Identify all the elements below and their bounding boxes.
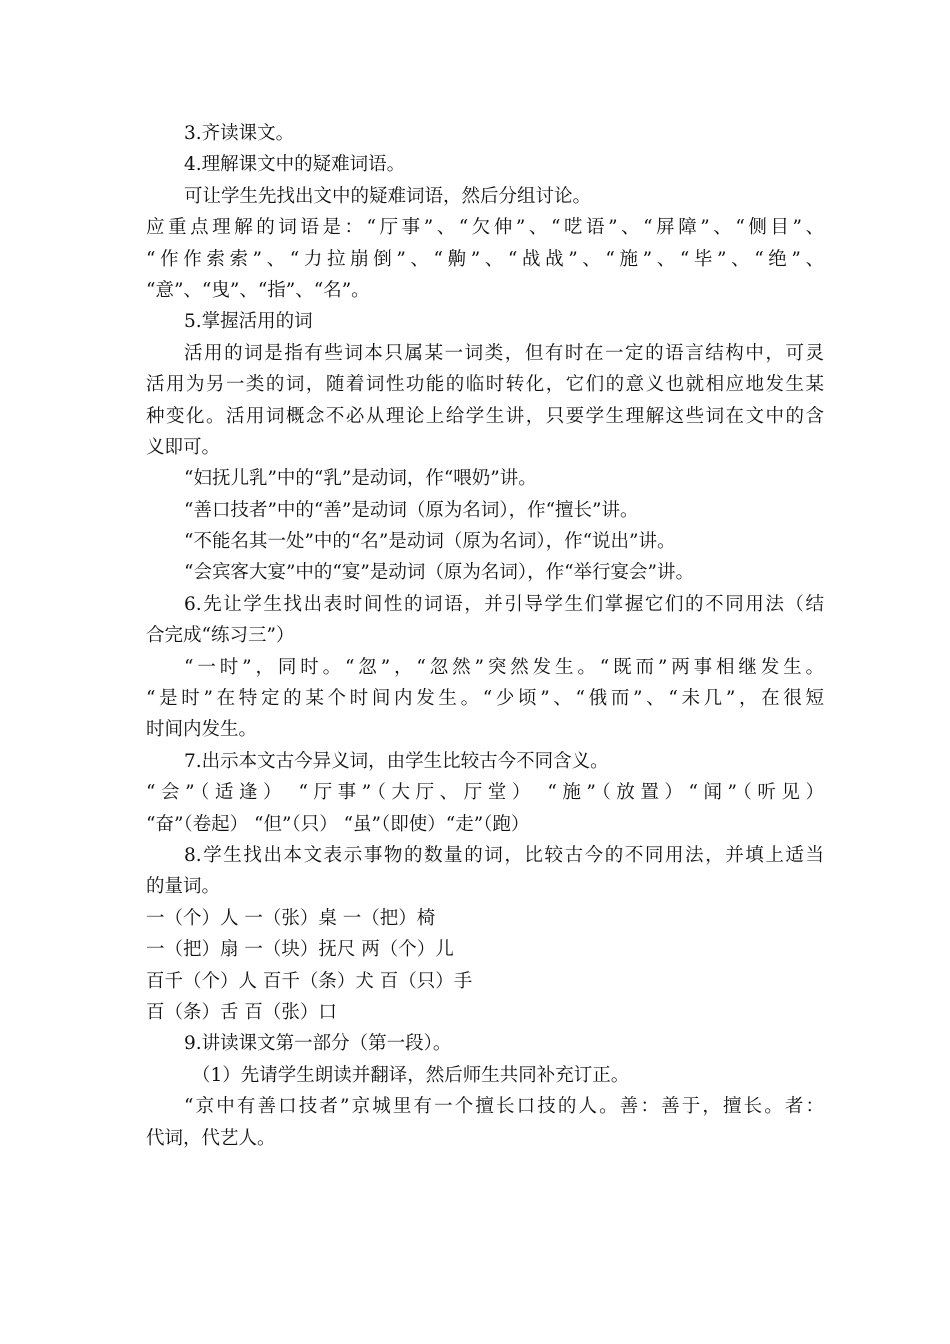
document-body: [146, 118, 824, 1154]
measure-word-line: 一（把）扇 一（块）抚尺 两（个）儿: [146, 939, 454, 961]
step-8-heading: 8.学生找出本文表示事物的数量的词，比较古今的不同用法，并填上适当: [184, 844, 824, 866]
paragraph-line: 种变化。活用词概念不必从理论上给学生讲，只要学生理解这些词在文中的含: [146, 405, 824, 427]
step-6-heading: 6.先让学生找出表时间性的词语，并引导学生们掌握它们的不同用法（结: [184, 593, 824, 615]
step-4-heading: 4.理解课文中的疑难词语。: [184, 154, 406, 176]
word-list-line: “会”（适逢） “厅事”（大厅、厅堂） “施”（放置）“闻”（听见）: [146, 782, 824, 804]
example-line: “善口技者”中的“善”是动词（原为名词），作“擅长”讲。: [184, 499, 639, 521]
paragraph-line: “意”、“曳”、“指”、“名”。: [146, 279, 370, 301]
paragraph-line: 合完成“练习三”）: [146, 625, 295, 647]
measure-word-line: 百（条）舌 百（张）口: [146, 1001, 337, 1023]
sub-step-line: （1）先请学生朗读并翻译，然后师生共同补充订正。: [192, 1064, 630, 1086]
example-line: “妇抚儿乳”中的“乳”是动词，作“喂奶”讲。: [184, 468, 537, 490]
paragraph-line: 义即可。: [146, 436, 221, 458]
paragraph-line: “是时”在特定的某个时间内发生。“少顷”、“俄而”、“未几”，在很短: [146, 688, 824, 710]
paragraph-line: 可让学生先找出文中的疑难词语，然后分组讨论。: [184, 185, 592, 207]
paragraph-line: 的量词。: [146, 876, 221, 898]
paragraph-line: 时间内发生。: [146, 719, 258, 741]
paragraph-line: “一时”，同时。“忽”，“忽然”突然发生。“既而”两事相继发生。: [184, 656, 824, 678]
step-7-heading: 7.出示本文古今异义词，由学生比较古今不同含义。: [184, 750, 609, 772]
step-9-heading: 9.讲读课文第一部分（第一段）。: [184, 1033, 452, 1055]
step-3-heading: 3.齐读课文。: [184, 123, 295, 144]
paragraph-line: 应重点理解的词语是：“厅事”、“欠伸”、“呓语”、“屏障”、“侧目”、: [146, 217, 824, 239]
paragraph-line: 代词，代艺人。: [146, 1127, 276, 1149]
measure-word-line: 一（个）人 一（张）桌 一（把）椅: [146, 907, 436, 929]
paragraph-line: 活用的词是指有些词本只属某一词类，但有时在一定的语言结构中，可灵: [184, 342, 824, 364]
word-list-line: “奋”（卷起） “但”（只） “虽”（即使）“走”（跑）: [146, 813, 530, 835]
example-line: “不能名其一处”中的“名”是动词（原为名词），作“说出”讲。: [184, 531, 676, 553]
paragraph-line: 活用为另一类的词，随着词性功能的临时转化，它们的意义也就相应地发生某: [146, 374, 824, 396]
measure-word-line: 百千（个）人 百千（条）犬 百（只）手: [146, 970, 473, 992]
example-line: “会宾客大宴”中的“宴”是动词（原为名词），作“举行宴会”讲。: [184, 562, 694, 584]
paragraph-line: “作作索索”、“力拉崩倒”、“齁”、“战战”、“施”、“毕”、“绝”、: [146, 248, 824, 270]
paragraph-line: “京中有善口技者”京城里有一个擅长口技的人。善：善于，擅长。者：: [184, 1096, 824, 1118]
step-5-heading: 5.掌握活用的词: [184, 311, 313, 333]
